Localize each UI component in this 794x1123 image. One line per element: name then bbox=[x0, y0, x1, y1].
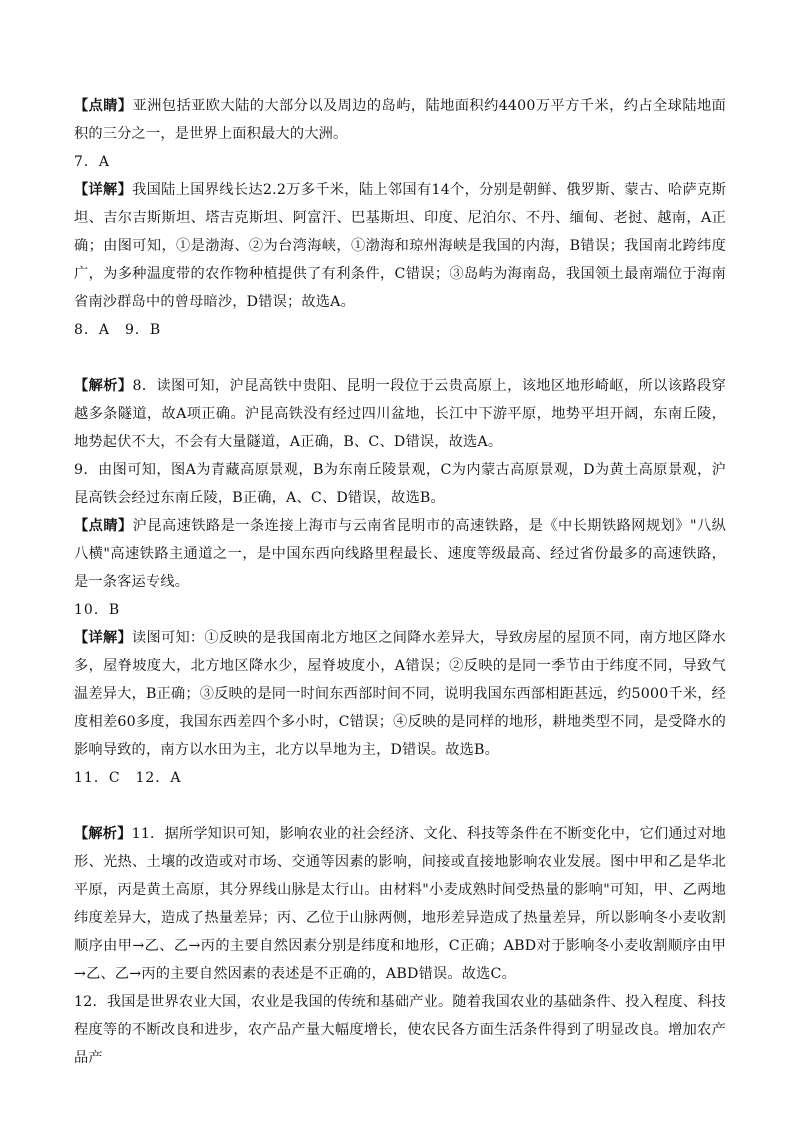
document-page bbox=[74, 92, 726, 1072]
paragraph-text: 沪昆高速铁路是一条连接上海市与云南省昆明市的高速铁路，是《中长期铁路网规划》"八纵八横"高速铁路主通道之一，是中国东西向线路里程最长、速度等级最高、经过省份最多的高速铁路，是一条客运专线。 bbox=[74, 518, 726, 590]
paragraph-text: 9．由图可知，图A为青藏高原景观，B为东南丘陵景观，C为内蒙古高原景观，D为黄土高原景观，沪昆高铁会经过东南丘陵，B正确，A、C、D错误，故选B。 bbox=[74, 462, 726, 506]
paragraph-detail-10 bbox=[74, 624, 726, 764]
paragraph-analysis-11 bbox=[74, 820, 726, 988]
section-tag: 【详解】 bbox=[74, 182, 133, 198]
paragraph-detail-7 bbox=[74, 176, 726, 316]
paragraph-text: 11．据所学知识可知，影响农业的社会经济、文化、科技等条件在不断变化中，它们通过对地形、光热、土壤的改造或对市场、交通等因素的影响，间接或直接地影响农业发展。图中甲和乙是华北平原，丙是黄土高原，其分界线山脉是太行山。由材料"小麦成熟时间受热量的影响"可知，甲、乙两地纬度差异大，造成了热量差异；丙、乙位于山脉两侧，地形差异造成了热量差异，所以影响冬小麦收割顺序由甲→乙、乙→丙的主要自然因素分别是纬度和地形，C正确；ABD对于影响冬小麦收割顺序由甲→乙、乙→丙的主要自然因素的表述是不正确的，ABD错误。故选C。 bbox=[74, 826, 726, 982]
answer-line-10: 10．B bbox=[74, 602, 121, 618]
section-tag: 【详解】 bbox=[74, 630, 132, 646]
paragraph-analysis-8 bbox=[74, 372, 726, 456]
section-tag: 【解析】 bbox=[74, 826, 132, 842]
paragraph-text: 读图可知：①反映的是我国南北方地区之间降水差异大，导致房屋的屋顶不同，南方地区降水多，屋脊坡度大，北方地区降水少，屋脊坡度小，A错误；②反映的是同一季节由于纬度不同，导致气温差异大，B正确；③反映的是同一时间东西部时间不同，说明我国东西部相距甚远，约5000千米，经度相差60多度，我国东西差四个多小时，C错误；④反映的是同样的地形，耕地类型不同，是受降水的影响导致的，南方以水田为主，北方以旱地为主，D错误。故选B。 bbox=[74, 630, 726, 758]
paragraph-analysis-9 bbox=[74, 456, 726, 512]
paragraph-text: 亚洲包括亚欧大陆的大部分以及周边的岛屿，陆地面积约4400万平方千米，约占全球陆地面积的三分之一，是世界上面积最大的大洲。 bbox=[74, 98, 726, 142]
paragraph-text: 我国陆上国界线长达2.2万多千米，陆上邻国有14个，分别是朝鲜、俄罗斯、蒙古、哈萨克斯坦、吉尔吉斯斯坦、塔吉克斯坦、阿富汗、巴基斯坦、印度、尼泊尔、不丹、缅甸、老挝、越南，A正确；由图可知，①是渤海、②为台湾海峡，①渤海和琼州海峡是我国的内海，B错误；我国南北跨纬度广，为多种温度带的农作物种植提供了有利条件，C错误；③岛屿为海南岛，我国领土最南端位于海南省南沙群岛中的曾母暗沙，D错误；故选A。 bbox=[74, 182, 726, 310]
answer-line-8-9: 8．A 9．B bbox=[74, 322, 162, 338]
paragraph-analysis-12 bbox=[74, 988, 726, 1072]
spacer bbox=[74, 792, 726, 820]
paragraph-text: 12．我国是世界农业大国，农业是我国的传统和基础产业。随着我国农业的基础条件、投入程度、科技程度等的不断改良和进步，农产品产量大幅度增长，使农民各方面生活条件得到了明显改良。增加农产品产 bbox=[74, 994, 726, 1066]
answer-line-7: 7．A bbox=[74, 154, 111, 170]
spacer bbox=[74, 344, 726, 372]
section-tag: 【点睛】 bbox=[74, 518, 133, 534]
paragraph-key-point-2 bbox=[74, 512, 726, 596]
answer-line-11-12: 11．C 12．A bbox=[74, 770, 182, 786]
paragraph-key-point-1 bbox=[74, 92, 726, 148]
section-tag: 【点睛】 bbox=[74, 98, 133, 114]
section-tag: 【解析】 bbox=[74, 378, 133, 394]
paragraph-text: 8．读图可知，沪昆高铁中贵阳、昆明一段位于云贵高原上，该地区地形崎岖，所以该路段穿越多条隧道，故A项正确。沪昆高铁没有经过四川盆地，长江中下游平原，地势平坦开阔，东南丘陵，地势起伏不大，不会有大量隧道，A正确，B、C、D错误，故选A。 bbox=[74, 378, 726, 450]
